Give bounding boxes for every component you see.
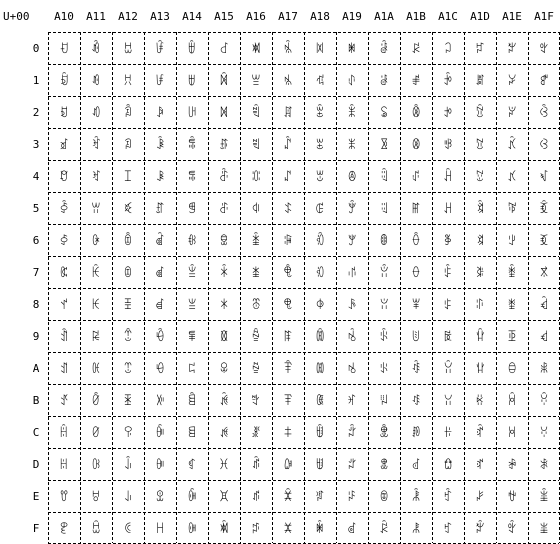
glyph-cell: ꂈ — [315, 298, 325, 312]
glyph-cell: ꂟ — [347, 522, 357, 536]
glyph-cell: ꀊ — [59, 362, 69, 376]
glyph-cell: ꂣ — [379, 138, 389, 152]
glyph-cell: ꁤ — [251, 170, 261, 184]
glyph-cell: ꂳ — [411, 138, 421, 152]
glyph-cell: ꃈ — [443, 298, 453, 312]
glyph-cell: ꁄ — [187, 170, 197, 184]
glyph-cell: ꀒ — [91, 106, 101, 120]
glyph-cell: ꂂ — [315, 106, 325, 120]
glyph-cell: ꂹ — [411, 330, 421, 344]
glyph-cell: ꂓ — [347, 138, 357, 152]
glyph-cell: ꀠ — [123, 42, 133, 56]
glyph-cell: ꀐ — [91, 42, 101, 56]
row-header: 8 — [32, 298, 40, 311]
glyph-cell: ꀆ — [59, 234, 69, 248]
glyph-cell: ꃟ — [475, 522, 485, 536]
glyph-cell: ꃼ — [539, 426, 549, 440]
glyph-cell: ꂇ — [315, 266, 325, 280]
glyph-cell: ꀚ — [91, 362, 101, 376]
glyph-cell: ꀌ — [59, 426, 69, 440]
row-header: 0 — [32, 42, 40, 55]
glyph-cell: ꁴ — [283, 170, 293, 184]
column-header: A13 — [150, 10, 170, 23]
glyph-cell: ꂊ — [315, 362, 325, 376]
glyph-cell: ꁼ — [283, 426, 293, 440]
glyph-cell: ꁀ — [187, 42, 197, 56]
glyph-cell: ꂖ — [347, 234, 357, 248]
glyph-cell: ꂧ — [379, 266, 389, 280]
glyph-cell: ꃁ — [443, 74, 453, 88]
glyph-cell: ꂛ — [347, 394, 357, 408]
column-header: A18 — [310, 10, 330, 23]
row-header: 6 — [32, 234, 40, 247]
glyph-cell: ꂴ — [411, 170, 421, 184]
row-header: A — [32, 362, 40, 375]
glyph-cell: ꁢ — [251, 106, 261, 120]
glyph-cell: ꃉ — [443, 330, 453, 344]
glyph-cell: ꃕ — [475, 202, 485, 216]
glyph-cell: ꃅ — [443, 202, 453, 216]
glyph-cell: ꁜ — [219, 426, 229, 440]
glyph-cell: ꀇ — [59, 266, 69, 280]
glyph-cell: ꃂ — [443, 106, 453, 120]
glyph-cell: ꃛ — [475, 394, 485, 408]
row-header: 5 — [32, 202, 40, 215]
glyph-cell: ꀣ — [123, 138, 133, 152]
glyph-cell: ꃸ — [539, 298, 549, 312]
glyph-cell: ꂶ — [411, 234, 421, 248]
glyph-cell: ꂱ — [411, 74, 421, 88]
glyph-cell: ꃫ — [507, 394, 517, 408]
glyph-cell: ꃄ — [443, 170, 453, 184]
row-header: 2 — [32, 106, 40, 119]
glyph-cell: ꃍ — [443, 458, 453, 472]
glyph-cell: ꀷ — [155, 266, 165, 280]
glyph-cell: ꀙ — [91, 330, 101, 344]
glyph-cell: ꀀ — [59, 42, 69, 56]
column-header: A10 — [54, 10, 74, 23]
glyph-cell: ꀑ — [91, 74, 101, 88]
glyph-cell: ꁸ — [283, 298, 293, 312]
glyph-cell: ꃜ — [475, 426, 485, 440]
glyph-cell: ꀿ — [155, 522, 165, 536]
glyph-cell: ꀓ — [91, 138, 101, 152]
glyph-cell: ꁮ — [251, 490, 261, 504]
glyph-cell: ꀂ — [59, 106, 69, 120]
row-header: 1 — [32, 74, 40, 87]
glyph-cell: ꁠ — [251, 42, 261, 56]
glyph-cell: ꃧ — [507, 266, 517, 280]
glyph-cell: ꃷ — [539, 266, 549, 280]
glyph-cell: ꁾ — [283, 490, 293, 504]
glyph-cell: ꂯ — [379, 522, 389, 536]
glyph-cell: ꂦ — [379, 234, 389, 248]
glyph-cell: ꀜ — [91, 426, 101, 440]
glyph-cell: ꀋ — [59, 394, 69, 408]
glyph-cell: ꂝ — [347, 458, 357, 472]
corner-label: U+00 — [3, 10, 30, 23]
glyph-cell: ꂔ — [347, 170, 357, 184]
glyph-cell: ꀁ — [59, 74, 69, 88]
glyph-cell: ꁖ — [219, 234, 229, 248]
column-header: A1A — [374, 10, 394, 23]
glyph-cell: ꂨ — [379, 298, 389, 312]
glyph-cell: ꁝ — [219, 458, 229, 472]
glyph-cell: ꃘ — [475, 298, 485, 312]
glyph-cell: ꃔ — [475, 170, 485, 184]
column-header: A1C — [438, 10, 458, 23]
glyph-cell: ꀹ — [155, 330, 165, 344]
glyph-cell: ꂗ — [347, 266, 357, 280]
glyph-cell: ꁈ — [187, 298, 197, 312]
glyph-cell: ꃑ — [475, 74, 485, 88]
column-header: A19 — [342, 10, 362, 23]
column-header: A12 — [118, 10, 138, 23]
glyph-cell: ꃳ — [539, 138, 549, 152]
glyph-cell: ꁇ — [187, 266, 197, 280]
glyph-cell: ꂃ — [315, 138, 325, 152]
glyph-cell: ꀰ — [155, 42, 165, 56]
glyph-cell: ꃬ — [507, 426, 517, 440]
glyph-cell: ꃦ — [507, 234, 517, 248]
glyph-cell: ꃗ — [475, 266, 485, 280]
glyph-cell: ꂁ — [315, 74, 325, 88]
glyph-cell: ꃓ — [475, 138, 485, 152]
glyph-cell: ꀩ — [123, 330, 133, 344]
glyph-cell: ꀤ — [123, 170, 133, 184]
glyph-cell: ꂉ — [315, 330, 325, 344]
glyph-cell: ꁲ — [283, 106, 293, 120]
glyph-cell: ꂸ — [411, 298, 421, 312]
glyph-cell: ꃮ — [507, 490, 517, 504]
glyph-cell: ꃣ — [507, 138, 517, 152]
glyph-cell: ꁃ — [187, 138, 197, 152]
row-headers — [33, 42, 40, 535]
glyph-cell: ꀸ — [155, 298, 165, 312]
glyph-cell: ꃞ — [475, 490, 485, 504]
glyph-cell: ꀥ — [123, 202, 133, 216]
column-header: A16 — [246, 10, 266, 23]
glyph-cell: ꃰ — [539, 42, 549, 56]
glyph-cell: ꀈ — [59, 298, 69, 312]
glyph-cell: ꂾ — [411, 490, 421, 504]
glyph-cell: ꂡ — [379, 74, 389, 88]
glyph-cell: ꂚ — [347, 362, 357, 376]
glyph-cell: ꃌ — [443, 426, 453, 440]
row-header: F — [32, 522, 40, 535]
glyph-cell: ꀅ — [59, 202, 69, 216]
glyph-cell: ꁟ — [219, 522, 229, 536]
glyph-cell: ꁳ — [283, 138, 293, 152]
glyph-cell: ꁭ — [251, 458, 261, 472]
glyph-cell: ꁪ — [251, 362, 261, 376]
glyph-cell: ꀼ — [155, 426, 165, 440]
glyph-cell: ꃥ — [507, 202, 517, 216]
glyph-cell: ꂏ — [315, 522, 325, 536]
glyph-cell: ꂕ — [347, 202, 357, 216]
glyph-cell: ꃻ — [539, 394, 549, 408]
glyph-cell: ꁙ — [219, 330, 229, 344]
glyph-cell: ꃶ — [539, 234, 549, 248]
glyph-cell: ꂿ — [411, 522, 421, 536]
glyph-cell: ꁎ — [187, 490, 197, 504]
glyph-cell: ꀪ — [123, 362, 133, 376]
glyph-cell: ꀎ — [59, 490, 69, 504]
glyph-cell: ꁱ — [283, 74, 293, 88]
glyph-cell: ꁛ — [219, 394, 229, 408]
column-header: A1B — [406, 10, 426, 23]
glyph-cell: ꁦ — [251, 234, 261, 248]
glyph-cell: ꀟ — [91, 522, 101, 536]
glyph-cell: ꂬ — [379, 426, 389, 440]
glyph-cell: ꃾ — [539, 490, 549, 504]
glyph-cell: ꀨ — [123, 298, 133, 312]
glyph-cell: ꂐ — [347, 42, 357, 56]
glyph-cell: ꁯ — [251, 522, 261, 536]
glyph-cell: ꃢ — [507, 106, 517, 120]
glyph-cell: ꀍ — [59, 458, 69, 472]
glyph-cell: ꂵ — [411, 202, 421, 216]
glyph-cell: ꀝ — [91, 458, 101, 472]
glyph-cell: ꂭ — [379, 458, 389, 472]
glyph-cell: ꁐ — [219, 42, 229, 56]
glyph-cell: ꀡ — [123, 74, 133, 88]
glyph-cell: ꁫ — [251, 394, 261, 408]
glyph-cell: ꁩ — [251, 330, 261, 344]
glyph-cell: ꀽ — [155, 458, 165, 472]
glyph-cell: ꂻ — [411, 394, 421, 408]
glyph-cell: ꃽ — [539, 458, 549, 472]
glyph-cell: ꀳ — [155, 138, 165, 152]
glyph-cell: ꃀ — [443, 42, 453, 56]
glyph-cell: ꀕ — [91, 202, 101, 216]
glyph-cell: ꃝ — [475, 458, 485, 472]
glyph-cell: ꃊ — [443, 362, 453, 376]
column-header: A11 — [86, 10, 106, 23]
row-header: C — [32, 426, 40, 439]
glyph-cell: ꀘ — [91, 298, 101, 312]
glyph-cell: ꂄ — [315, 170, 325, 184]
column-header: A14 — [182, 10, 202, 23]
glyph-cell: ꀛ — [91, 394, 101, 408]
glyph-cell: ꃨ — [507, 298, 517, 312]
glyph-cell: ꃯ — [507, 522, 517, 536]
glyph-cell: ꂒ — [347, 106, 357, 120]
glyph-cell: ꂆ — [315, 234, 325, 248]
glyph-cell: ꃃ — [443, 138, 453, 152]
glyph-cell: ꁻ — [283, 394, 293, 408]
glyph-cell: ꃴ — [539, 170, 549, 184]
glyph-cell: ꁧ — [251, 266, 261, 280]
glyph-cell: ꂜ — [347, 426, 357, 440]
glyph-cell: ꃪ — [507, 362, 517, 376]
glyph-cell: ꀾ — [155, 490, 165, 504]
glyph-cell: ꁕ — [219, 202, 229, 216]
glyph-cell: ꀔ — [91, 170, 101, 184]
glyph-cell: ꂲ — [411, 106, 421, 120]
glyph-cell: ꀮ — [123, 490, 133, 504]
glyph-cell: ꂍ — [315, 458, 325, 472]
glyph-cell: ꂮ — [379, 490, 389, 504]
glyph-cell: ꂋ — [315, 394, 325, 408]
row-header: 9 — [32, 330, 40, 343]
column-header: A15 — [214, 10, 234, 23]
glyph-cell: ꃠ — [507, 42, 517, 56]
glyph-cell: ꁷ — [283, 266, 293, 280]
glyph-cell: ꀯ — [123, 522, 133, 536]
glyph-cell: ꀏ — [59, 522, 69, 536]
glyph-cell: ꂑ — [347, 74, 357, 88]
glyph-cell: ꂞ — [347, 490, 357, 504]
column-header: A1F — [534, 10, 554, 23]
glyph-cell: ꂽ — [411, 458, 421, 472]
glyph-cell: ꂫ — [379, 394, 389, 408]
glyph-cell: ꂎ — [315, 490, 325, 504]
glyph-cell: ꁥ — [251, 202, 261, 216]
glyph-cell: ꁗ — [219, 266, 229, 280]
glyph-cell: ꁑ — [219, 74, 229, 88]
glyph-cell: ꃵ — [539, 202, 549, 216]
glyph-cell: ꀵ — [155, 202, 165, 216]
glyph-cell: ꀖ — [91, 234, 101, 248]
glyph-cell: ꀭ — [123, 458, 133, 472]
glyph-cell: ꀢ — [123, 106, 133, 120]
glyph-cell: ꁨ — [251, 298, 261, 312]
glyph-cell: ꁽ — [283, 458, 293, 472]
glyph-cell: ꂤ — [379, 170, 389, 184]
glyph-cell: ꁋ — [187, 394, 197, 408]
row-header: D — [32, 458, 40, 471]
row-header: 7 — [32, 266, 40, 279]
glyph-cell: ꃭ — [507, 458, 517, 472]
glyph-cell: ꃲ — [539, 106, 549, 120]
glyph-cell: ꂼ — [411, 426, 421, 440]
glyph-cell: ꁊ — [187, 362, 197, 376]
glyph-cell: ꁬ — [251, 426, 261, 440]
glyph-cell: ꁁ — [187, 74, 197, 88]
glyph-cell: ꀺ — [155, 362, 165, 376]
glyph-cell: ꂪ — [379, 362, 389, 376]
row-header: E — [32, 490, 40, 503]
glyph-cell: ꂷ — [411, 266, 421, 280]
glyph-cell: ꁚ — [219, 362, 229, 376]
glyph-cell: ꁆ — [187, 234, 197, 248]
glyph-cell: ꀞ — [91, 490, 101, 504]
glyph-cell: ꀗ — [91, 266, 101, 280]
glyph-cell: ꃤ — [507, 170, 517, 184]
glyph-cell: ꃱ — [539, 74, 549, 88]
row-header: B — [32, 394, 40, 407]
glyph-cell: ꂌ — [315, 426, 325, 440]
glyph-cell: ꀴ — [155, 170, 165, 184]
column-header: A17 — [278, 10, 298, 23]
glyph-cell: ꀄ — [59, 170, 69, 184]
glyph-cell: ꀬ — [123, 426, 133, 440]
column-headers — [54, 10, 554, 23]
glyph-cell: ꃏ — [443, 522, 453, 536]
glyph-cell: ꁰ — [283, 42, 293, 56]
glyph-cell: ꁏ — [187, 522, 197, 536]
glyph-cell: ꀉ — [59, 330, 69, 344]
glyph-cell: ꀃ — [59, 138, 69, 152]
glyph-cell: ꁓ — [219, 138, 229, 152]
glyph-cell: ꁶ — [283, 234, 293, 248]
glyph-cell: ꁡ — [251, 74, 261, 88]
glyph-cell: ꁂ — [187, 106, 197, 120]
glyph-cell: ꃇ — [443, 266, 453, 280]
glyph-cell: ꂘ — [347, 298, 357, 312]
column-header: A1E — [502, 10, 522, 23]
glyph-cell: ꂺ — [411, 362, 421, 376]
glyph-cell: ꁣ — [251, 138, 261, 152]
glyph-cell: ꂢ — [379, 106, 389, 120]
glyph-cell: ꀻ — [155, 394, 165, 408]
glyph-cell: ꁵ — [283, 202, 293, 216]
glyph-cell: ꁍ — [187, 458, 197, 472]
glyph-cell: ꁒ — [219, 106, 229, 120]
glyph-cell: ꀱ — [155, 74, 165, 88]
glyph-cell: ꀶ — [155, 234, 165, 248]
glyph-cell: ꃚ — [475, 362, 485, 376]
glyph-cell: ꂩ — [379, 330, 389, 344]
glyph-cell: ꁔ — [219, 170, 229, 184]
glyph-cell: ꀫ — [123, 394, 133, 408]
glyph-cell: ꃺ — [539, 362, 549, 376]
glyph-cell: ꃹ — [539, 330, 549, 344]
glyph-cell: ꁿ — [283, 522, 293, 536]
glyph-cell: ꃖ — [475, 234, 485, 248]
glyph-cell: ꃐ — [475, 42, 485, 56]
glyph-cell: ꂰ — [411, 42, 421, 56]
glyph-cell: ꂙ — [347, 330, 357, 344]
glyph-cell: ꃎ — [443, 490, 453, 504]
glyph-cell: ꀧ — [123, 266, 133, 280]
glyph-cell: ꂀ — [315, 42, 325, 56]
glyph-cell: ꂅ — [315, 202, 325, 216]
glyph-cell: ꀲ — [155, 106, 165, 120]
glyph-cell: ꃒ — [475, 106, 485, 120]
glyph-cell: ꁹ — [283, 330, 293, 344]
glyph-cell: ꃆ — [443, 234, 453, 248]
glyph-cell: ꁉ — [187, 330, 197, 344]
glyph-cell: ꂠ — [379, 42, 389, 56]
glyph-cell: ꁺ — [283, 362, 293, 376]
glyph-cell: ꁌ — [187, 426, 197, 440]
row-header: 3 — [32, 138, 40, 151]
glyph-cell: ꀦ — [123, 234, 133, 248]
glyph-cell: ꃙ — [475, 330, 485, 344]
glyph-cell: ꁅ — [187, 202, 197, 216]
glyph-cell: ꃡ — [507, 74, 517, 88]
row-header: 4 — [32, 170, 40, 183]
glyph-cell: ꂥ — [379, 202, 389, 216]
glyph-cell: ꁞ — [219, 490, 229, 504]
column-header: A1D — [470, 10, 490, 23]
glyph-cell: ꃩ — [507, 330, 517, 344]
glyph-cell: ꁘ — [219, 298, 229, 312]
glyph-cell: ꃿ — [539, 522, 549, 536]
glyph-cell: ꃋ — [443, 394, 453, 408]
